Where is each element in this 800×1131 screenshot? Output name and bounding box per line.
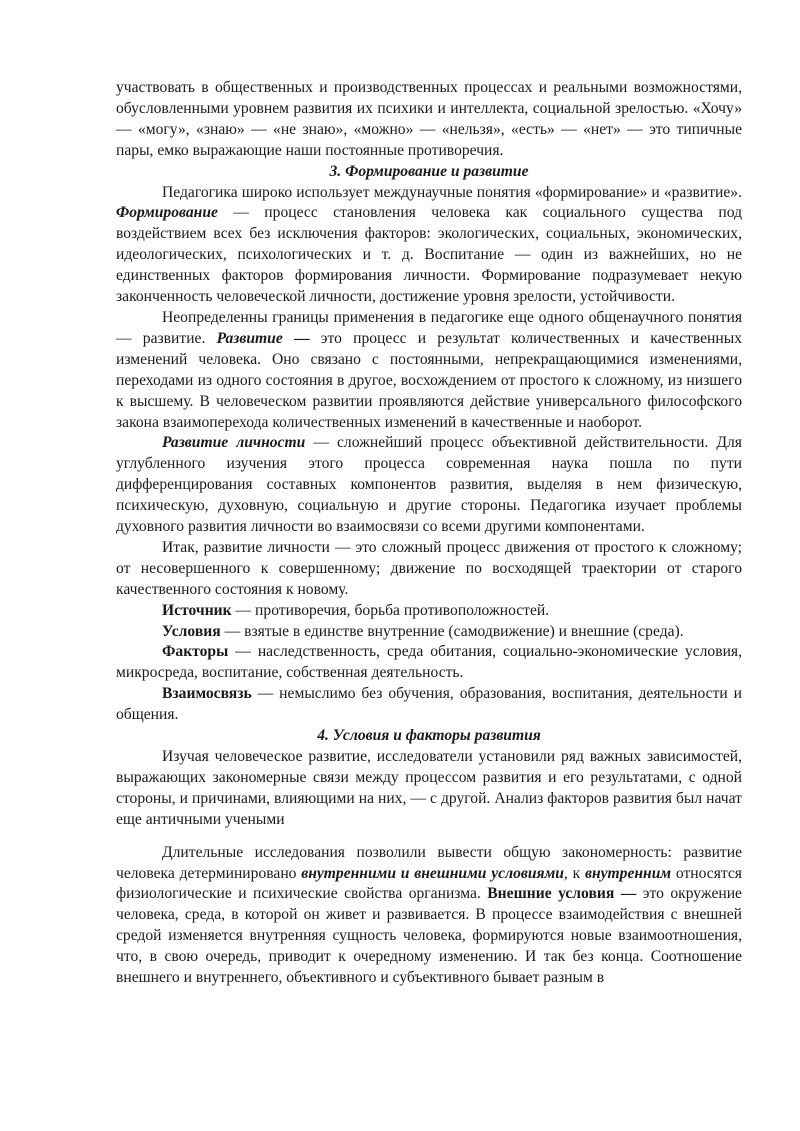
term-development: Развитие xyxy=(216,329,283,347)
paragraph-conditions: Условия — взятые в единстве внутренние (самодвижение) и внешние (среда). xyxy=(162,622,684,640)
paragraph-dependencies: Изучая человеческое развитие, исследователи установили ряд важных зависимостей, выражающих закономерные связи между процессом развития и его результатами, с одной стороны, и причинами, влияющими на них, — с другой. Анализ факторов развития был начат еще античными учеными xyxy=(116,748,742,828)
term-external-conditions: Внешние условия — xyxy=(487,885,637,903)
term-formation: Формирование xyxy=(116,204,218,222)
paragraph-formation: Педагогика широко использует междунаучные понятия «формирование» и «развитие». Формирование — процесс становления человека как социального существа под воздействием всех без исключения факторов: экологических, социальных, экономических, идеологических, психологических и т. д. Воспитание — один из важнейших, но не единственных факторов формирования личности. Формирование подразумевает некую законченность человеческой личности, достижение уровня зрелости, устойчивости. xyxy=(116,183,742,306)
paragraph-factors: Факторы — наследственность, среда обитания, социально-экономические условия, микросреда, воспитание, собственная деятельность. xyxy=(116,643,742,682)
paragraph-interrelation: Взаимосвязь — немыслимо без обучения, образования, воспитания, деятельности и общения. xyxy=(116,685,742,724)
document-page xyxy=(116,78,742,989)
term-internal-external-conditions: внутренними и внешними условиями xyxy=(301,864,564,882)
paragraph-summary: Итак, развитие личности — это сложный процесс движения от простого к сложному; от несовершенного к совершенному; движение по восходящей траектории от старого качественного состояния к новому. xyxy=(116,538,742,598)
term-conditions: Условия xyxy=(162,622,221,640)
term-interrelation: Взаимосвязь xyxy=(162,685,252,703)
paragraph-personality-development: Развитие личности — сложнейший процесс объективной действительности. Для углубленного изучения этого процесса современная наука пошла по пути дифференцирования составных компонентов развития, выделяя в нем физическую, психическую, духовную, социальную и другие стороны. Педагогика изучает проблемы духовного развития личности во взаимосвязи со всеми другими компонентами. xyxy=(116,434,742,536)
term-factors: Факторы xyxy=(162,643,229,661)
paragraph-gap xyxy=(116,831,742,843)
term-internal: внутренним xyxy=(584,864,672,882)
section-heading-conditions-factors: 4. Условия и факторы развития xyxy=(317,727,541,745)
paragraph-source: Источник — противоречия, борьба противоположностей. xyxy=(162,601,550,619)
term-source: Источник xyxy=(162,601,232,619)
paragraph-contradictions: участвовать в общественных и производственных процессах и реальными возможностями, обусловленными уровнем развития их психики и интеллекта, социальной зрелостью. «Хочу» — «могу», «знаю» — «не знаю», «можно» — «нельзя», «есть» — «нет» — это типичные пары, емко выражающие наши постоянные противоречия. xyxy=(116,79,742,159)
paragraph-regularity: Длительные исследования позволили вывести общую закономерность: развитие человека детерминировано внутренними и внешними условиями, к внутренним относятся физиологические и психические свойства организма. Внешние условия — это окружение человека, среда, в которой он живет и развивается. В процессе взаимодействия с внешней средой изменяется внутренняя сущность человека, формируются новые взаимоотношения, что, в свою очередь, приводит к очередному изменению. И так без конца. Соотношение внешнего и внутреннего, объективного и субъективного бывает разным в xyxy=(116,843,742,987)
section-heading-formation: 3. Формирование и развитие xyxy=(329,162,529,180)
term-personality-development: Развитие личности xyxy=(162,434,306,452)
paragraph-development: Неопределенны границы применения в педагогике еще одного общенаучного понятия — развитие. Развитие — это процесс и результат количественных и качественных изменений человека. Оно связано с постоянными, непрекращающимися изменениями, переходами из одного состояния в другое, восхождением от простого к сложному, из низшего к высшему. В человеческом развитии проявляются действие универсального философского закона взаимоперехода количественных изменений в качественные и наоборот. xyxy=(116,308,742,431)
